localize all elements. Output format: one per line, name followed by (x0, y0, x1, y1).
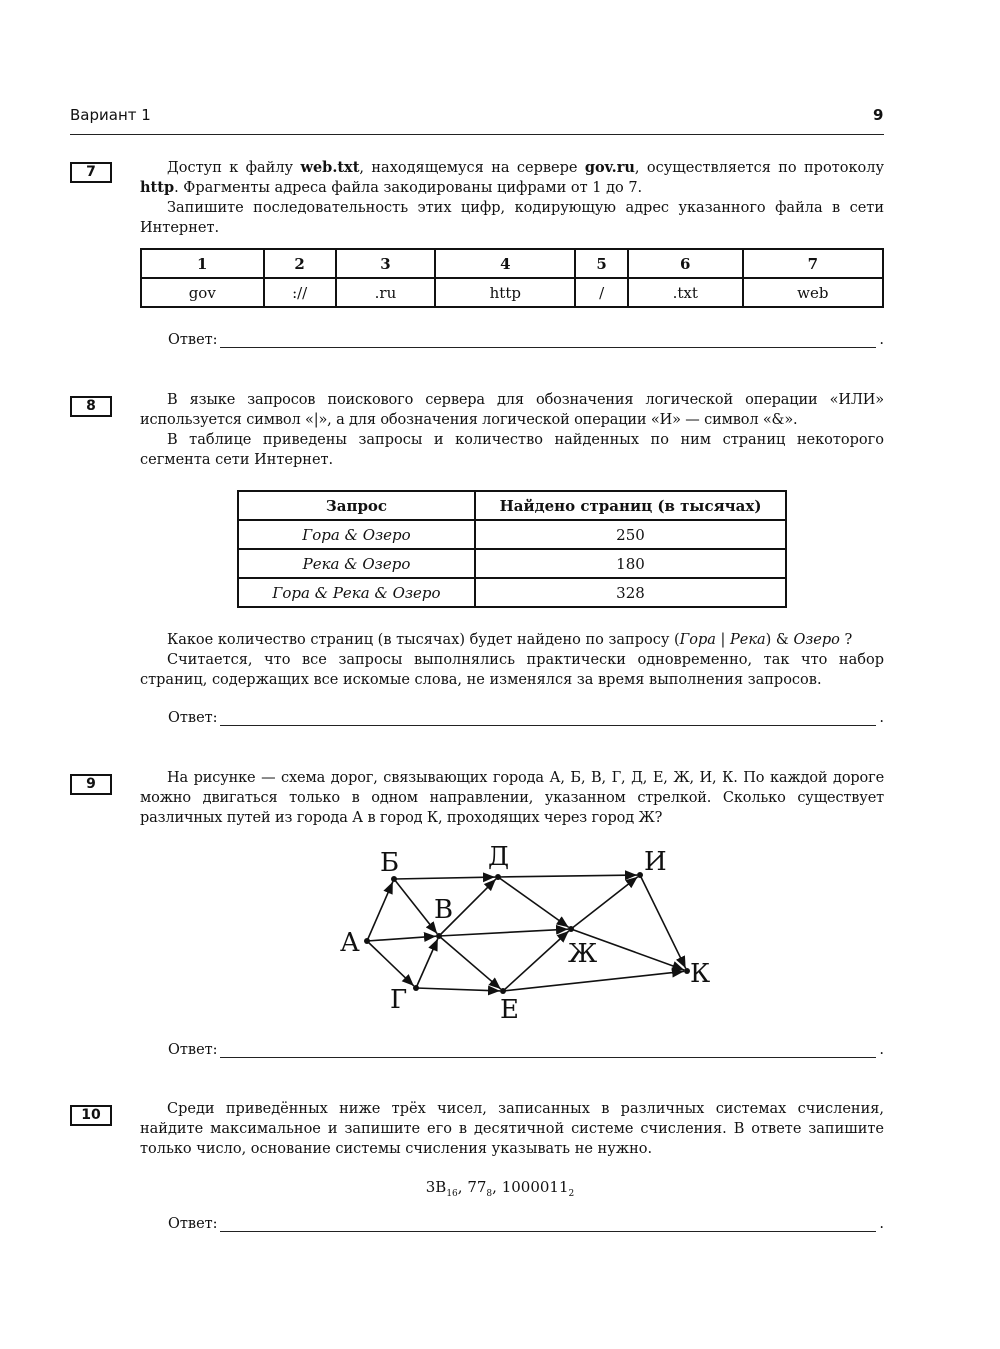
road-arrow-a-g (367, 941, 414, 986)
city-label-e: Е (500, 995, 519, 1025)
task-8-text-part: ? (839, 632, 853, 648)
task-7-number-box: 7 (70, 162, 112, 183)
code-cell: 7 (743, 249, 883, 278)
task-10-text (140, 1099, 884, 1159)
task-7-text-part: . Фрагменты адреса файла закодированы цифрами от 1 до 7. (174, 180, 643, 196)
road-arrow-d-i (498, 875, 637, 877)
road-arrow-a-v (367, 936, 436, 941)
answer-label: Ответ: (168, 710, 218, 726)
number-3-base: 2 (568, 1189, 575, 1199)
task-8-number-box: 8 (70, 396, 112, 417)
task-8-query-expr: Озеро (793, 632, 840, 648)
task-9-answer-line[interactable] (168, 1042, 884, 1062)
road-arrow-e-zh (503, 931, 569, 991)
city-label-k: К (690, 959, 711, 989)
number-1-base: 16 (446, 1189, 458, 1199)
query-cell: Гора & Озеро (238, 520, 475, 549)
code-cell: 1 (141, 249, 264, 278)
graph-labels (340, 842, 710, 1025)
graph-edges (367, 875, 686, 991)
task-7-server-name: gov.ru (584, 159, 635, 176)
number-3: 1000011 (501, 1178, 569, 1196)
code-cell: 5 (575, 249, 627, 278)
city-node-e (500, 988, 506, 994)
answer-end-dot: . (879, 1042, 884, 1058)
task-8-query-expr: Гора | Река (679, 632, 766, 648)
task-10-paragraph: Среди приведённых ниже трёх чисел, записанных в различных системах счисления, найдите максимальное и запишите его в десятичной системе счисления. В ответе запишите только число, основание системы счисления указывать не нужно. (140, 1101, 884, 1157)
page-number: 9 (873, 106, 884, 124)
header-query: Запрос (238, 491, 475, 520)
header-pages: Найдено страниц (в тысячах) (475, 491, 786, 520)
answer-label: Ответ: (168, 1042, 218, 1058)
answer-underline (220, 1231, 876, 1232)
road-arrow-v-e (439, 936, 501, 989)
city-label-g: Г (390, 985, 408, 1015)
fragment-cell: / (575, 278, 627, 307)
pages-cell: 180 (475, 549, 786, 578)
city-label-v: В (434, 895, 454, 925)
city-node-zh (568, 926, 574, 932)
fragment-cell: gov (141, 278, 264, 307)
city-label-i: И (644, 847, 667, 877)
road-arrow-i-k (640, 875, 686, 968)
road-arrow-zh-i (571, 877, 638, 929)
code-cell: 4 (435, 249, 575, 278)
city-label-b: Б (380, 848, 400, 878)
fragment-cell: .txt (628, 278, 743, 307)
city-label-zh: Ж (568, 939, 598, 969)
road-arrow-g-v (416, 939, 438, 988)
number-2-base: 8 (486, 1189, 493, 1199)
road-arrow-d-zh (498, 877, 569, 927)
task-9-paragraph: На рисунке — схема дорог, связывающих города А, Б, В, Г, Д, Е, Ж, И, К. По каждой дороге можно двигаться только в одном направлении, указанном стрелкой. Сколько существует различных путей из города А в город К, проходящих через город Ж? (140, 770, 884, 826)
code-cell: 6 (628, 249, 743, 278)
road-arrow-v-zh (439, 929, 568, 936)
task-7-protocol: http (140, 179, 175, 196)
task-8-text-part: Какое количество страниц (в тысячах) будет найдено по запросу ( (167, 632, 680, 648)
task-10-answer-line[interactable] (168, 1216, 884, 1236)
query-cell: Река & Озеро (238, 549, 475, 578)
road-arrow-b-v (394, 879, 437, 934)
road-arrow-a-b (367, 882, 393, 941)
task-10-number-box: 10 (70, 1105, 112, 1126)
answer-underline (220, 1057, 876, 1058)
number-2: 77 (467, 1178, 487, 1196)
running-header-variant: Вариант 1 (70, 106, 151, 124)
city-node-i (637, 872, 643, 878)
query-cell: Гора & Река & Озеро (238, 578, 475, 607)
answer-end-dot: . (879, 710, 884, 726)
city-node-a (364, 938, 370, 944)
separator: , (492, 1178, 502, 1196)
task-7-paragraph-2: Запишите последовательность этих цифр, кодирующую адрес указанного файла в сети Интернет. (140, 200, 884, 236)
fragment-cell: :// (264, 278, 336, 307)
code-cell: 2 (264, 249, 336, 278)
task-8-text-part: ) & (765, 632, 794, 648)
task-10-numbers (0, 1178, 1000, 1199)
answer-end-dot: . (879, 332, 884, 348)
task-8-paragraph-2: В таблице приведены запросы и количество найденных по ним страниц некоторого сегмента сети Интернет. (140, 432, 884, 468)
code-cell: 3 (336, 249, 435, 278)
fragment-cell: web (743, 278, 883, 307)
fragment-cell: http (435, 278, 575, 307)
task-8-paragraph-4: Считается, что все запросы выполнялись практически одновременно, так что набор страниц, содержащих все искомые слова, не изменялся за время выполнения запросов. (140, 652, 884, 688)
task-7-file-name: web.txt (300, 159, 360, 176)
road-arrow-e-k (503, 971, 684, 991)
city-node-g (413, 985, 419, 991)
city-node-d (495, 874, 501, 880)
road-arrow-b-d (394, 877, 495, 879)
task-9-number-box: 9 (70, 774, 112, 795)
task-7-text-part: , находящемуся на сервере (359, 160, 585, 176)
city-label-d: Д (488, 842, 510, 872)
task-7-text-part: Доступ к файлу (167, 160, 301, 176)
separator: , (457, 1178, 468, 1196)
pages-cell: 328 (475, 578, 786, 607)
number-1: 3B (425, 1178, 447, 1196)
answer-label: Ответ: (168, 1216, 218, 1232)
city-label-a: А (340, 928, 360, 958)
answer-end-dot: . (879, 1216, 884, 1232)
road-arrow-g-e (416, 988, 500, 991)
task-7-text-part: , осуществляется по протоколу (634, 160, 884, 176)
answer-label: Ответ: (168, 332, 218, 348)
task-8-paragraph-1: В языке запросов поискового сервера для обозначения логической операции «ИЛИ» используется символ «|», а для обозначения логической операции «И» — символ «&». (140, 392, 884, 428)
pages-cell: 250 (475, 520, 786, 549)
city-node-v (436, 933, 442, 939)
fragment-cell: .ru (336, 278, 435, 307)
